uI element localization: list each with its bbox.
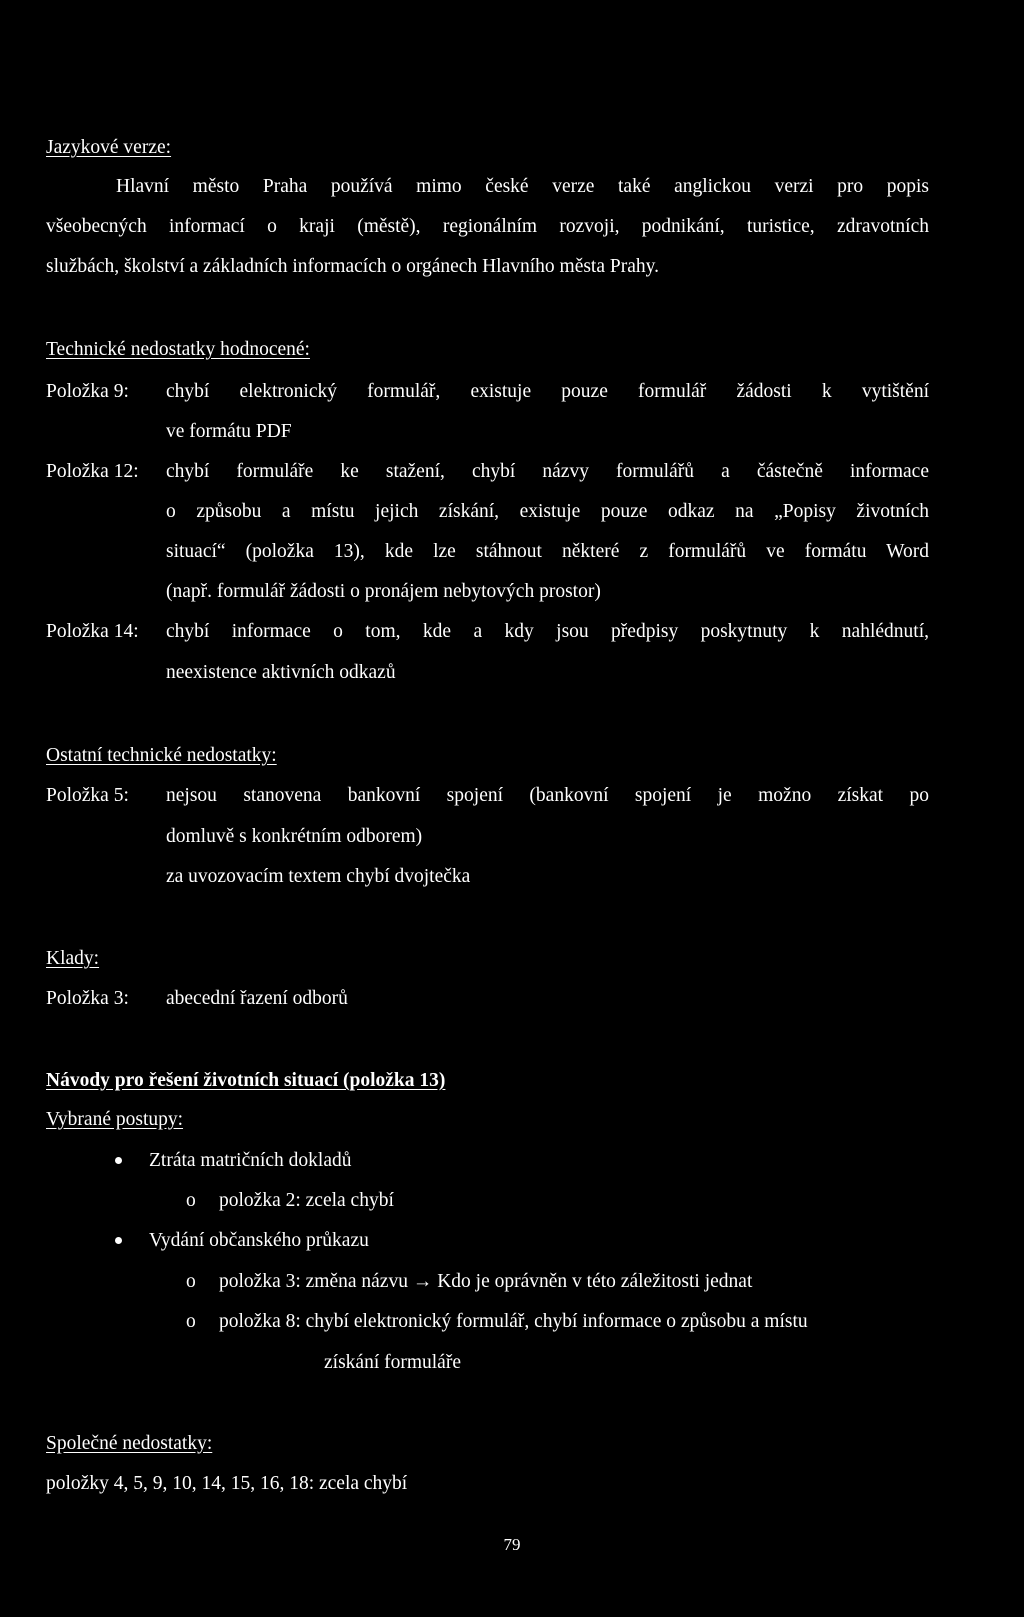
bullet-item-text: Vydání občanského průkazu: [149, 1230, 369, 1251]
section-heading-other: Ostatní technické nedostatky:: [46, 745, 277, 766]
section-heading-rated: Technické nedostatky hodnocené:: [46, 339, 310, 360]
rated-item-line: o způsobu a místu jejich získání, existuje pouze odkaz na „Popisy životních: [166, 501, 929, 522]
common-text: položky 4, 5, 9, 10, 14, 15, 16, 18: zcela chybí: [46, 1473, 408, 1494]
other-item-label: Položka 5:: [46, 785, 129, 806]
section-heading-common: Společné nedostatky:: [46, 1433, 213, 1454]
bullet-item-text: Ztráta matričních dokladů: [149, 1150, 352, 1171]
section-heading-guides: Návody pro řešení životních situací (položka 13): [46, 1070, 446, 1091]
language-paragraph-line-2: všeobecných informací o kraji (městě), regionálním rozvoji, podnikání, turistice, zdravotních: [46, 216, 929, 237]
language-paragraph-line-1: Hlavní město Praha používá mimo české verze také anglickou verzi pro popis: [116, 176, 929, 197]
rated-item-label: Položka 12:: [46, 461, 139, 482]
sub-item-line: položka 2: zcela chybí: [219, 1190, 394, 1211]
rated-item-line: chybí formuláře ke stažení, chybí názvy formulářů a částečně informace: [166, 461, 929, 482]
other-item-line: za uvozovacím textem chybí dvojtečka: [166, 866, 471, 887]
other-item-line: domluvě s konkrétním odborem): [166, 826, 423, 847]
guides-subheading: Vybrané postupy:: [46, 1109, 184, 1130]
rated-item-line: ve formátu PDF: [166, 421, 292, 442]
rated-item-line: chybí informace o tom, kde a kdy jsou předpisy poskytnuty k nahlédnutí,: [166, 621, 929, 642]
circle-marker-icon: o: [186, 1271, 196, 1292]
rated-item-line: (např. formulář žádosti o pronájem nebytových prostor): [166, 581, 601, 602]
rated-item-line: neexistence aktivních odkazů: [166, 662, 396, 683]
circle-marker-icon: o: [186, 1190, 196, 1211]
page-number: 79: [503, 1535, 521, 1554]
rated-item-line: situací“ (položka 13), kde lze stáhnout některé z formulářů ve formátu Word: [166, 541, 929, 562]
sub-item-line: získání formuláře: [324, 1352, 461, 1373]
other-item-line: nejsou stanovena bankovní spojení (bankovní spojení je možno získat po: [166, 785, 929, 806]
section-heading-pros: Klady:: [46, 948, 100, 969]
section-heading-language: Jazykové verze:: [46, 137, 172, 158]
rated-item-line: chybí elektronický formulář, existuje pouze formulář žádosti k vytištění: [166, 381, 929, 402]
pros-item-label: Položka 3:: [46, 988, 129, 1009]
rated-item-label: Položka 9:: [46, 381, 129, 402]
language-paragraph-line-3: službách, školství a základních informacích o orgánech Hlavního města Prahy.: [46, 256, 659, 277]
sub-item-line: položka 8: chybí elektronický formulář, chybí informace o způsobu a místu: [219, 1311, 808, 1332]
circle-marker-icon: o: [186, 1311, 196, 1332]
pros-item-text: abecední řazení odborů: [166, 988, 348, 1009]
rated-item-label: Položka 14:: [46, 621, 139, 642]
bullet-icon: [115, 1157, 122, 1164]
sub-item-line: položka 3: změna názvu → Kdo je oprávněn v této záležitosti jednat: [219, 1271, 753, 1292]
bullet-icon: [115, 1237, 122, 1244]
